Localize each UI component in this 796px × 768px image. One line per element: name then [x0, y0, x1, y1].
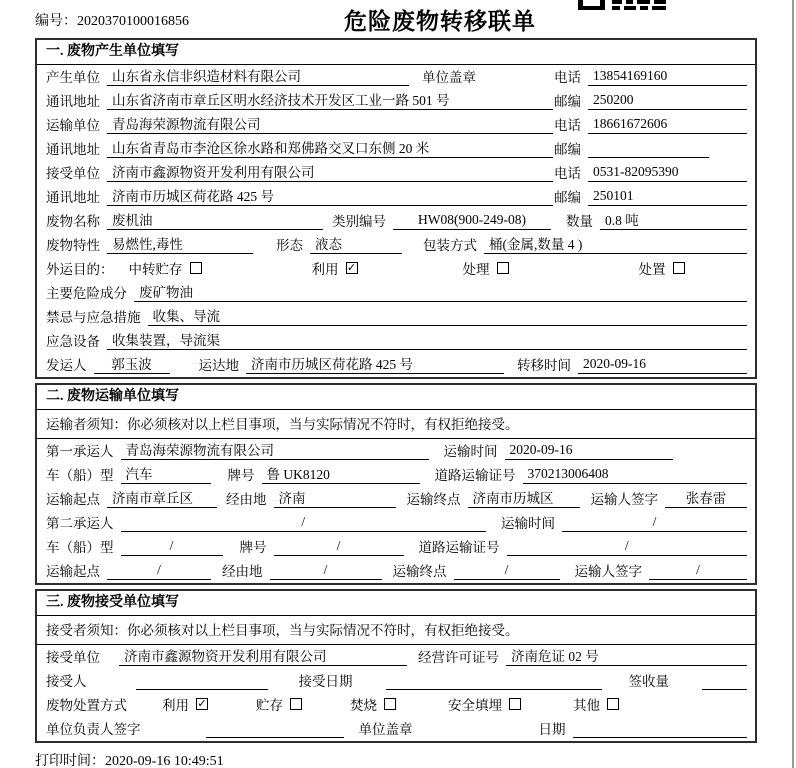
section-receiver — [35, 589, 757, 743]
permit-number-value: 济南危证 02 号 — [506, 645, 747, 666]
row-responsible-signature — [37, 717, 755, 741]
row-route-1 — [37, 487, 755, 511]
zip-label: 邮编 — [554, 190, 581, 205]
address-label: 通讯地址 — [46, 142, 100, 157]
end-label: 运输终点 — [392, 564, 447, 579]
zip-label: 邮编 — [554, 142, 581, 157]
waste-name-label: 废物名称 — [46, 214, 100, 229]
transport-time-value: 2020-09-16 — [505, 442, 673, 460]
checkbox-treat — [497, 262, 509, 274]
section-receiver-heading: 三. 废物接受单位填写 — [37, 591, 755, 616]
receiving-person-value — [136, 672, 268, 690]
via-label: 经由地 — [222, 564, 263, 579]
receiving-date-value — [386, 672, 602, 690]
row-transporter-address — [37, 137, 755, 161]
section-producer — [35, 38, 757, 379]
print-time-value: 2020-09-16 10:49:51 — [105, 754, 224, 768]
road-license-label: 道路运输证号 — [418, 540, 500, 555]
row-waste-character — [37, 233, 755, 257]
vehicle-type-value: 汽车 — [121, 463, 211, 484]
disposal-option-landfill — [448, 694, 521, 714]
row-route-2 — [37, 559, 755, 583]
form-label: 形态 — [276, 238, 303, 253]
form-value: 液态 — [310, 233, 402, 254]
row-producer-address — [37, 89, 755, 113]
row-waste-name — [37, 209, 755, 233]
hazard-component-value: 废矿物油 — [134, 281, 747, 302]
producer-label: 产生单位 — [46, 70, 100, 85]
row-producer — [37, 65, 755, 89]
origin-label: 运输起点 — [46, 564, 100, 579]
packing-value: 桶(金属,数量 4 ) — [484, 233, 747, 254]
purpose-option-label: 利用 — [311, 262, 339, 277]
zip-value: 250101 — [588, 188, 747, 206]
origin-label: 运输起点 — [46, 492, 100, 507]
document-header — [0, 0, 796, 38]
second-carrier-value: / — [121, 514, 487, 532]
checkbox-storage — [290, 698, 302, 710]
section-transport-heading: 二. 废物运输单位填写 — [37, 385, 755, 410]
plate-number-label: 牌号 — [227, 468, 255, 483]
row-receiving-unit — [37, 645, 755, 669]
road-license-value: / — [507, 538, 748, 556]
disposal-method-label: 废物处置方式 — [46, 698, 127, 713]
unit-seal-label: 单位盖章 — [358, 722, 413, 737]
signed-amount-value — [702, 672, 747, 690]
purpose-option-label: 处置 — [638, 262, 666, 277]
responsible-sign-value — [206, 720, 344, 738]
transporter-notice: 运输者须知：你必须核对以上栏目事项，当与实际情况不符时，有权拒绝接受。 — [37, 410, 755, 439]
signed-amount-label: 签收量 — [628, 674, 669, 689]
road-license-label: 道路运输证号 — [434, 468, 516, 483]
transfer-purpose-label: 外运目的： — [46, 262, 114, 277]
transfer-time-label: 转移时间 — [517, 358, 571, 373]
checkbox-dispose — [673, 262, 685, 274]
document-number-value: 2020370100016856 — [77, 14, 189, 29]
receiver-notice: 接受者须知：你必须核对以上栏目事项，当与实际情况不符时，有权拒绝接受。 — [37, 616, 755, 645]
purpose-option-label: 处理 — [462, 262, 490, 277]
receiving-unit-label: 接受单位 — [46, 650, 100, 665]
section-producer-heading: 一. 废物产生单位填写 — [37, 40, 755, 65]
row-receiving-person — [37, 669, 755, 693]
disposal-option-label: 焚烧 — [350, 698, 377, 713]
road-license-value: 370213006408 — [523, 466, 748, 484]
date-value — [573, 720, 748, 738]
via-value: 济南 — [274, 487, 396, 508]
checkbox-landfill — [509, 698, 521, 710]
row-transfer-purpose — [37, 257, 755, 281]
row-shipper — [37, 353, 755, 377]
origin-value: 济南市章丘区 — [107, 487, 217, 508]
checkbox-utilize: ✓ — [197, 697, 207, 710]
print-time-label: 打印时间： — [35, 754, 105, 768]
carrier-sign-value: 张春雷 — [665, 487, 747, 508]
phone-label: 电话 — [554, 118, 581, 133]
transfer-time-value: 2020-09-16 — [578, 356, 747, 374]
row-taboo-measures — [37, 305, 755, 329]
transport-time-label: 运输时间 — [501, 516, 555, 531]
taboo-measures-value: 收集、导流 — [148, 305, 748, 326]
address-value: 山东省青岛市李沧区徐水路和郑佛路交叉口东侧 20 米 — [107, 137, 553, 158]
plate-number-value: / — [274, 538, 404, 556]
receiving-unit-value: 济南市鑫源物资开发利用有限公司 — [119, 645, 407, 666]
waste-character-label: 废物特性 — [46, 238, 100, 253]
receiver-label: 接受单位 — [46, 166, 100, 181]
row-first-carrier — [37, 439, 755, 463]
disposal-option-storage — [256, 694, 302, 714]
carrier-sign-label: 运输人签字 — [590, 492, 658, 507]
purpose-option-dispose — [639, 258, 685, 278]
disposal-option-label: 安全填埋 — [448, 698, 502, 713]
disposal-option-incinerate — [350, 694, 396, 714]
section-transport — [35, 383, 757, 585]
waste-name-value: 废机油 — [107, 209, 323, 230]
disposal-option-label: 利用 — [162, 698, 189, 713]
checkbox-other — [607, 698, 619, 710]
category-label: 类别编号 — [332, 214, 386, 229]
quantity-value: 0.8 吨 — [600, 209, 747, 230]
emergency-equipment-label: 应急设备 — [46, 334, 100, 349]
row-hazard-component — [37, 281, 755, 305]
hazard-component-label: 主要危险成分 — [46, 286, 127, 301]
carrier-sign-value: / — [649, 562, 747, 580]
permit-number-label: 经营许可证号 — [418, 650, 499, 665]
phone-label: 电话 — [554, 166, 581, 181]
document-number-label: 编号： — [35, 14, 77, 29]
row-emergency-equipment — [37, 329, 755, 353]
checkbox-incinerate — [384, 698, 396, 710]
transporter-value: 青岛海荣源物流有限公司 — [107, 113, 553, 134]
carrier-sign-label: 运输人签字 — [574, 564, 642, 579]
row-disposal-method — [37, 693, 755, 717]
phone-label: 电话 — [554, 70, 581, 85]
disposal-option-label: 其他 — [573, 698, 600, 713]
transporter-label: 运输单位 — [46, 118, 100, 133]
plate-number-label: 牌号 — [239, 540, 267, 555]
disposal-option-other — [573, 694, 619, 714]
vehicle-type-value: / — [121, 538, 223, 556]
first-carrier-label: 第一承运人 — [46, 444, 114, 459]
shipper-value: 郭玉波 — [94, 353, 170, 374]
purpose-option-utilize — [312, 258, 358, 278]
producer-value: 山东省永信非织造材料有限公司 — [107, 65, 409, 86]
page-title: 危险废物转移联单 — [344, 9, 536, 34]
responsible-sign-label: 单位负责人签字 — [46, 722, 141, 737]
address-value: 济南市历城区荷花路 425 号 — [107, 185, 553, 206]
phone-value: 0531-82095390 — [588, 164, 747, 182]
date-label: 日期 — [538, 722, 566, 737]
zip-value — [588, 140, 709, 158]
end-value: / — [454, 562, 560, 580]
waste-character-value: 易燃性,毒性 — [107, 233, 253, 254]
vehicle-type-label: 车（船）型 — [46, 540, 114, 555]
row-transporter — [37, 113, 755, 137]
purpose-option-storage — [129, 258, 202, 278]
receiving-date-label: 接受日期 — [298, 674, 353, 689]
shipper-label: 发运人 — [46, 358, 87, 373]
category-value: HW08(900-249-08) — [393, 212, 551, 230]
address-value: 山东省济南市章丘区明水经济技术开发区工业一路 501 号 — [107, 89, 553, 110]
row-receiver — [37, 161, 755, 185]
row-vehicle-2 — [37, 535, 755, 559]
origin-value: / — [107, 562, 211, 580]
plate-number-value: 鲁 UK8120 — [262, 463, 420, 484]
row-vehicle-1 — [37, 463, 755, 487]
emergency-equipment-value: 收集装置，导流渠 — [107, 329, 747, 350]
end-value: 济南市历城区 — [468, 487, 580, 508]
disposal-option-label: 贮存 — [256, 698, 283, 713]
via-label: 经由地 — [226, 492, 267, 507]
packing-label: 包装方式 — [423, 238, 477, 253]
receiving-person-label: 接受人 — [46, 674, 87, 689]
page-edge-line — [792, 0, 794, 768]
row-receiver-address — [37, 185, 755, 209]
destination-value: 济南市历城区荷花路 425 号 — [246, 353, 504, 374]
disposal-option-utilize — [162, 694, 208, 714]
transport-time-label: 运输时间 — [443, 444, 498, 459]
purpose-option-treat — [463, 258, 509, 278]
quantity-label: 数量 — [566, 214, 593, 229]
second-carrier-label: 第二承运人 — [46, 516, 114, 531]
end-label: 运输终点 — [406, 492, 461, 507]
vehicle-type-label: 车（船）型 — [46, 468, 114, 483]
row-second-carrier — [37, 511, 755, 535]
transport-time-value: / — [562, 514, 747, 532]
zip-value: 250200 — [588, 92, 747, 110]
phone-value: 18661672606 — [588, 116, 747, 134]
checkbox-utilize: ✓ — [346, 261, 357, 274]
zip-label: 邮编 — [554, 94, 581, 109]
unit-seal-label: 单位盖章 — [422, 70, 476, 85]
destination-label: 运达地 — [198, 358, 239, 373]
via-value: / — [270, 562, 382, 580]
first-carrier-value: 青岛海荣源物流有限公司 — [121, 439, 429, 460]
taboo-measures-label: 禁忌与应急措施 — [46, 310, 141, 325]
purpose-option-label: 中转贮存 — [128, 262, 183, 277]
print-time — [35, 750, 796, 768]
phone-value: 13854169160 — [588, 68, 747, 86]
address-label: 通讯地址 — [46, 190, 100, 205]
receiver-value: 济南市鑫源物资开发利用有限公司 — [107, 161, 553, 182]
address-label: 通讯地址 — [46, 94, 100, 109]
checkbox-storage — [190, 262, 202, 274]
